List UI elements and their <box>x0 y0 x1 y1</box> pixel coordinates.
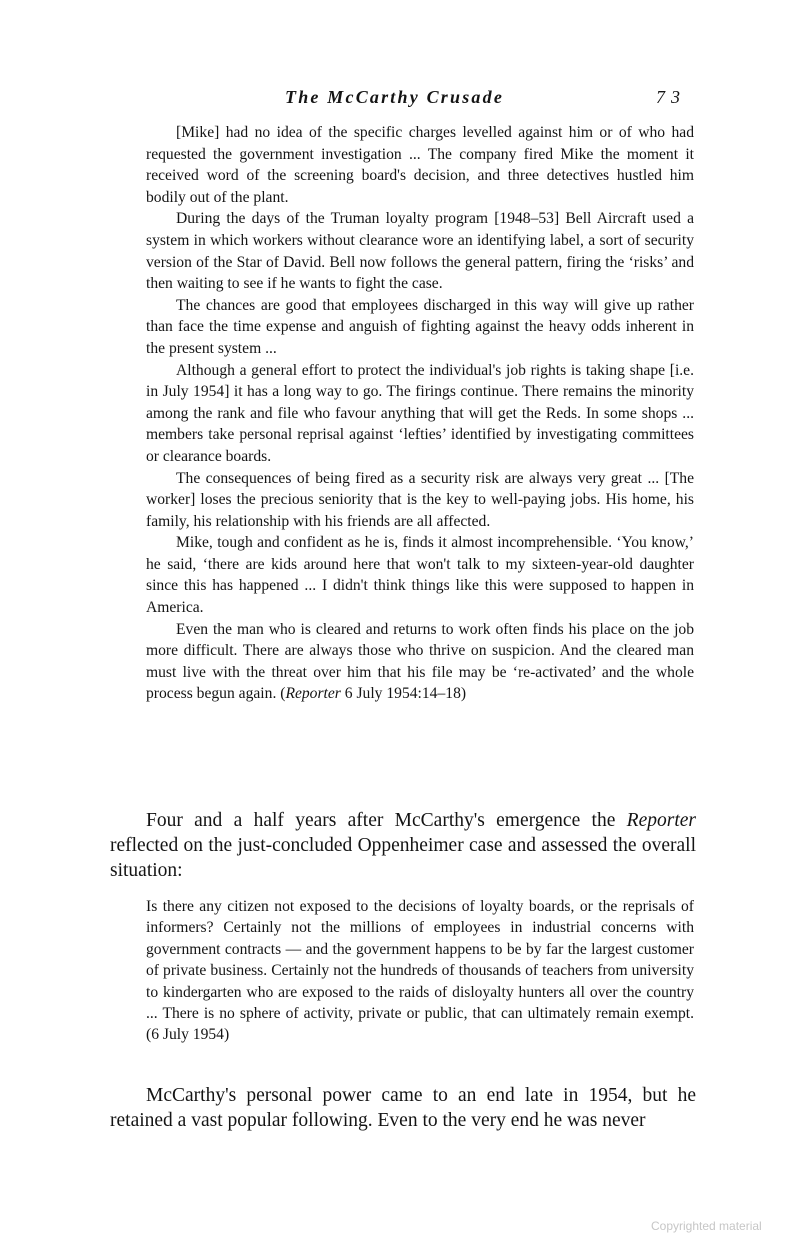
block-quote-reporter <box>146 122 694 705</box>
quote-text: Even the man who is cleared and returns to work often finds his place on the job more difficult. There are always those who thrive on suspicion. And the cleared man must live with the threat over him that his file may be ‘re-activated’ and the whole process begun again. ( <box>146 620 694 703</box>
publication-title: Reporter <box>285 685 341 703</box>
body-paragraph: McCarthy's personal power came to an end late in 1954, but he retained a vast popular following. Even to the very end he was never <box>110 1085 696 1131</box>
page-number: 73 <box>656 87 686 107</box>
quote-paragraph: Although a general effort to protect the individual's job rights is taking shape [i.e. in July 1954] it has a long way to go. The firings continue. There remains the minority among the rank and file who favour anything that will get the Reds. In some shops ... members take personal reprisal against ‘lefties’ identified by investigating committees or clearance boards. <box>146 361 694 465</box>
running-title: The McCarthy Crusade <box>285 87 505 107</box>
citation-date: 6 July 1954:14–18) <box>340 685 467 703</box>
quote-paragraph: The consequences of being fired as a security risk are always very great ... [The worker] loses the precious seniority that is the key to well-paying jobs. His home, his family, his relationship with his friends are all affected. <box>146 469 694 530</box>
quote-paragraph: The chances are good that employees discharged in this way will give up rather than face the time expense and anguish of fighting against the heavy odds inherent in the present system ... <box>146 296 694 357</box>
copyright-watermark: Copyrighted material <box>651 1219 762 1233</box>
page-header <box>0 87 800 111</box>
quote-paragraph: During the days of the Truman loyalty program [1948–53] Bell Aircraft used a system in which workers without clearance wore an identifying label, a sort of security version of the Star of David. Bell now follows the general pattern, firing the ‘risks’ and then waiting to see if he wants to fight the case. <box>146 210 694 293</box>
quote-paragraph: Mike, tough and confident as he is, finds it almost incomprehensible. ‘You know,’ he said, ‘there are kids around here that won't talk to my sixteen-year-old daughter since this has happened ... I didn't think things like this were supposed to happen in America. <box>146 534 694 617</box>
quote-paragraph: [Mike] had no idea of the specific charges levelled against him or of who had requested the government investigation ... The company fired Mike the moment it received word of the screening board's decision, and three detectives hustled him bodily out of the plant. <box>146 124 694 206</box>
body-text: reflected on the just-concluded Oppenheimer case and assessed the overall situation: <box>110 835 696 881</box>
body-text: Four and a half years after McCarthy's emergence the <box>146 810 627 831</box>
publication-title: Reporter <box>626 810 696 831</box>
quote-paragraph-citation <box>146 619 694 705</box>
block-quote-oppenheimer: Is there any citizen not exposed to the decisions of loyalty boards, or the reprisals of informers? Certainly not the millions of employees in industrial concerns with government contracts — and the government happens to be by far the largest customer of private business. Certainly not the hundreds of thousands of teachers from university to kindergarten who are exposed to the raids of disloyalty hunters all over the country ... There is no sphere of activity, private or public, that can ultimately remain exempt. (6 July 1954) <box>146 898 694 1044</box>
body-paragraph <box>110 808 696 883</box>
